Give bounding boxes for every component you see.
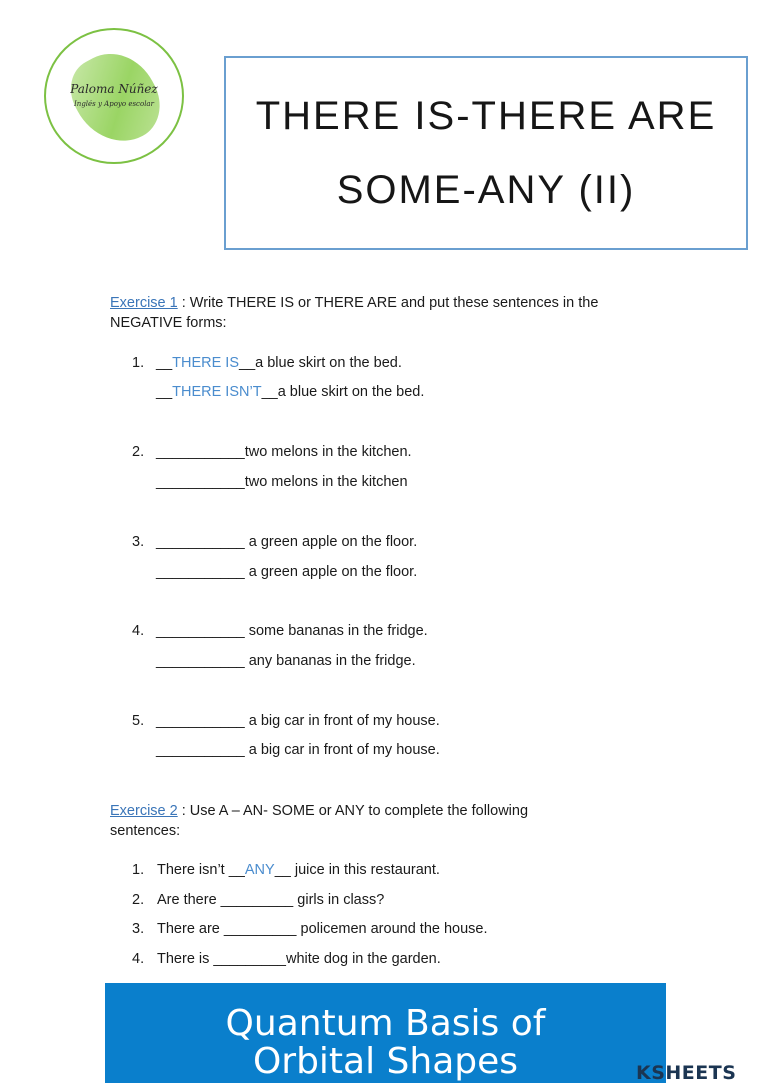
title-line-2: SOME-ANY (II) — [336, 168, 636, 212]
exercise1-instruction-text-2: NEGATIVE forms: — [110, 315, 227, 331]
exercise1-instruction-text: : Write THERE IS or THERE ARE and put these sentences in the — [177, 295, 599, 311]
sentence-text: There isn’t __ — [157, 862, 245, 878]
ex2-item-3-text: There are _________ policemen around the house. — [157, 921, 488, 937]
title-banner — [105, 983, 666, 1083]
ex1-item-1-answer-2: THERE ISN’T — [172, 384, 262, 400]
ex1-item-4-number: 4. — [132, 623, 145, 639]
exercise1-instruction — [110, 293, 670, 333]
ex2-item-3-number: 3. — [132, 921, 145, 937]
ex2-item-4-number: 4. — [132, 951, 145, 967]
green-brush-splash — [59, 39, 173, 158]
banner-line-2: Orbital Shapes — [252, 1041, 519, 1082]
ex2-item-1-answer: ANY — [244, 862, 275, 878]
watermark-text: KSHEETS — [636, 1062, 737, 1084]
exercise2-instruction-text: : Use A – AN- SOME or ANY to complete the following — [177, 803, 529, 819]
logo-tagline: Inglés y Apoyo escolar — [74, 100, 154, 108]
sentence-text: __a blue skirt on the bed. — [239, 355, 402, 371]
ex1-item-5-line-1: ___________ a big car in front of my house. — [156, 713, 440, 729]
ex2-item-4-text: There is _________white dog in the garden. — [157, 951, 441, 967]
ex2-item-2-text: Are there _________ girls in class? — [157, 892, 385, 908]
blank: __ — [156, 384, 173, 400]
ex1-item-2-number: 2. — [132, 444, 145, 460]
ex1-item-3-line-2: ___________ a green apple on the floor. — [156, 564, 418, 580]
ex1-item-2-line-1: ___________two melons in the kitchen. — [156, 444, 412, 460]
ex1-item-4-line-1: ___________ some bananas in the fridge. — [156, 623, 428, 639]
exercise2-label: Exercise 2 — [110, 803, 178, 819]
exercise1-label: Exercise 1 — [110, 295, 178, 311]
ex1-item-1-answer-1: THERE IS — [172, 355, 240, 371]
ex2-item-1-number: 1. — [132, 862, 145, 878]
logo-name: Paloma Núñez — [70, 82, 158, 96]
ex1-item-1-line-2 — [156, 384, 424, 400]
ex1-item-5-number: 5. — [132, 713, 145, 729]
title-box — [224, 56, 748, 250]
ex1-item-1-number: 1. — [132, 355, 145, 371]
banner-line-1: Quantum Basis of — [225, 1003, 546, 1044]
ex1-item-4-line-2: ___________ any bananas in the fridge. — [156, 653, 416, 669]
exercise2-instruction — [110, 801, 670, 841]
ex1-item-3-line-1: ___________ a green apple on the floor. — [156, 534, 418, 550]
exercise2-instruction-text-2: sentences: — [110, 823, 181, 839]
ex2-item-1-text — [157, 862, 440, 878]
ex1-item-5-line-2: ___________ a big car in front of my house. — [156, 742, 440, 758]
ex1-item-1-line-1 — [156, 355, 402, 371]
ex2-item-2-number: 2. — [132, 892, 145, 908]
sentence-text: __a blue skirt on the bed. — [261, 384, 425, 400]
ex1-item-2-line-2: ___________two melons in the kitchen — [156, 474, 408, 490]
title-line-1: THERE IS-THERE ARE — [255, 94, 717, 138]
banner-title — [105, 983, 666, 1081]
ex1-item-3-number: 3. — [132, 534, 145, 550]
blank: __ — [156, 355, 173, 371]
sentence-text: __ juice in this restaurant. — [274, 862, 440, 878]
logo — [44, 28, 184, 164]
